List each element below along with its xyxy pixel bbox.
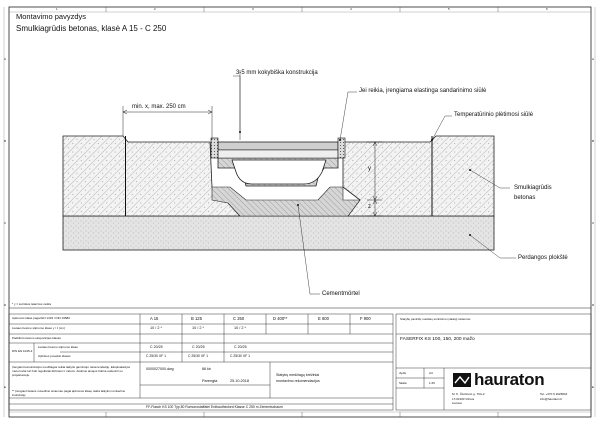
disclaimer-line1: Statybų medžiagų brėžiniai: [276, 373, 320, 377]
row2-value-a15: 10 / 2 *: [150, 326, 163, 330]
row4a-value-c250: C 20/25: [234, 345, 247, 349]
brand-name: hauraton: [474, 370, 545, 389]
scale-label: Skala: [399, 381, 407, 385]
sheet-title-line2: Smulkiagrūdis betonas, klasė A 15 - C 250: [16, 24, 167, 33]
floor-slab: [63, 216, 494, 250]
table-row3-label: Padidinto betono ekspozicijos klasės: [12, 336, 61, 340]
title-block-product: FASERFIX KS 100, 150, 200 mažo: [400, 337, 475, 342]
border-number-3: 3: [252, 7, 254, 11]
border-letter-d-right: D: [592, 303, 595, 307]
table-row4b-label: Aplinkos poveikio klasės: [38, 354, 71, 358]
class-d400: D 400**: [273, 316, 288, 321]
state-label: Parengta: [202, 379, 218, 383]
border-letter-b: B: [4, 139, 7, 143]
row2-value-b125: 10 / 2 *: [192, 326, 205, 330]
drawing-size: 88 kb: [202, 367, 211, 371]
class-b125: B 125: [191, 316, 202, 321]
contact-email: info@hauraton.lt: [540, 396, 563, 401]
disclaimer-line2: montavimo rekomendacijos: [276, 379, 320, 383]
table-notes: Įrengiant konstrukcijos medžiagas reikia laikytis gamintojo rekomendacijų. Eksploatacijos metu loviai turi būti reguliariai tikrinami ir valomi. Atskirus atvejus būtina suderinti su projektuotoju.: [12, 365, 131, 378]
border-letter-b-right: B: [592, 139, 595, 143]
dimension-y: y: [368, 166, 371, 172]
row2-value-c250: 10 / 2 *: [234, 326, 247, 330]
border-letter-c: C: [4, 221, 7, 225]
contact-phone: Tel. +370 6 2626844: [540, 392, 568, 396]
label-concrete-line1: Smulkiagrūdis: [514, 185, 552, 191]
border-number-4: 4: [350, 7, 352, 11]
border-letter-e: E: [4, 385, 7, 389]
format-label: dydis: [399, 371, 407, 375]
label-expansion-joint: Temperatūrinio plėtimosi siūlė: [454, 112, 534, 118]
footnote: * y = sutrūkus tatai bus netiks: [12, 302, 52, 306]
address-line3: Lietuva: [452, 401, 462, 405]
label-concrete-line2: betonas: [514, 195, 536, 201]
border-number-6: 6: [546, 7, 548, 11]
class-f900: F 900: [360, 316, 371, 321]
table-row4-group: DIN EN 1045-2: [12, 349, 33, 353]
border-letter-d: D: [4, 303, 7, 307]
address-line2: LT-03100 Vilnius: [452, 396, 475, 401]
row4a-value-b125: C 20/25: [192, 345, 205, 349]
row4a-value-a15: C 20/25: [150, 345, 163, 349]
border-letter-a: A: [4, 57, 7, 61]
border-number-2: 2: [154, 7, 156, 11]
class-a15: A 15: [150, 316, 159, 321]
table-row4a-label: Lietaus betono stiprumo klasė: [38, 345, 78, 349]
state-date: 25.10.2018: [230, 379, 250, 383]
class-e600: E 600: [318, 316, 329, 321]
table-notes-2: ** Įrengiant lietaus nuvedimo sistemas pagal apkrovos klasę reikia laikytis montavimo instrukcijų.: [12, 389, 126, 397]
border-letter-a-right: A: [592, 57, 595, 61]
label-slab: Perdangos plokštė: [518, 255, 568, 261]
format-value: A4: [429, 371, 433, 375]
label-mortar: Cementmörtel: [322, 291, 360, 297]
footer-line: FF-Flasch KS 100 Typ 80 Rumonostaffatel Erdbauthecked Klasse C 250 m Zementschaum: [146, 405, 283, 409]
dimension-z: z: [368, 204, 371, 210]
border-number-5: 5: [448, 7, 450, 11]
table-row2-label: Lietaus betono stiprumo klasė y / z (cm): [12, 326, 66, 330]
grating: [218, 142, 338, 150]
label-min-width: min. x, max. 250 cm: [132, 104, 186, 110]
sheet-title-line1: Montavimo pavyzdys: [16, 12, 87, 21]
drawing-number: 0000027000.dwg: [146, 367, 174, 371]
border-letter-e-right: E: [592, 385, 595, 389]
label-seal-joint: Jei reikia, įrengiama elastinga sandarinimo siūlė: [359, 88, 487, 94]
label-construction: 3-5 mm kokybiška konstrukcija: [236, 70, 318, 76]
title-block-header: Statybų paviršių nuotėkų surinkimo (vatalų) sistemos:: [400, 317, 471, 321]
border-number-1: 1: [56, 7, 58, 11]
row4b-value-b125: C 25/30 XF 1: [188, 354, 208, 358]
hauraton-logo-mark: [453, 373, 471, 387]
class-c250: C 250: [233, 316, 245, 321]
concrete-right: [343, 136, 494, 216]
border-letter-c-right: C: [592, 221, 595, 225]
row4b-value-a15: C 25/30 XF 1: [146, 354, 166, 358]
table-row1-label: Apkrovos klasė pagal EN 1433 / DIN 19580: [12, 316, 70, 320]
address-line1: M. K. Čiurlionio g. 70A-2: [452, 392, 485, 396]
scale-value: 1:25: [429, 381, 435, 385]
row4b-value-c250: C 25/30 XF 1: [230, 354, 250, 358]
